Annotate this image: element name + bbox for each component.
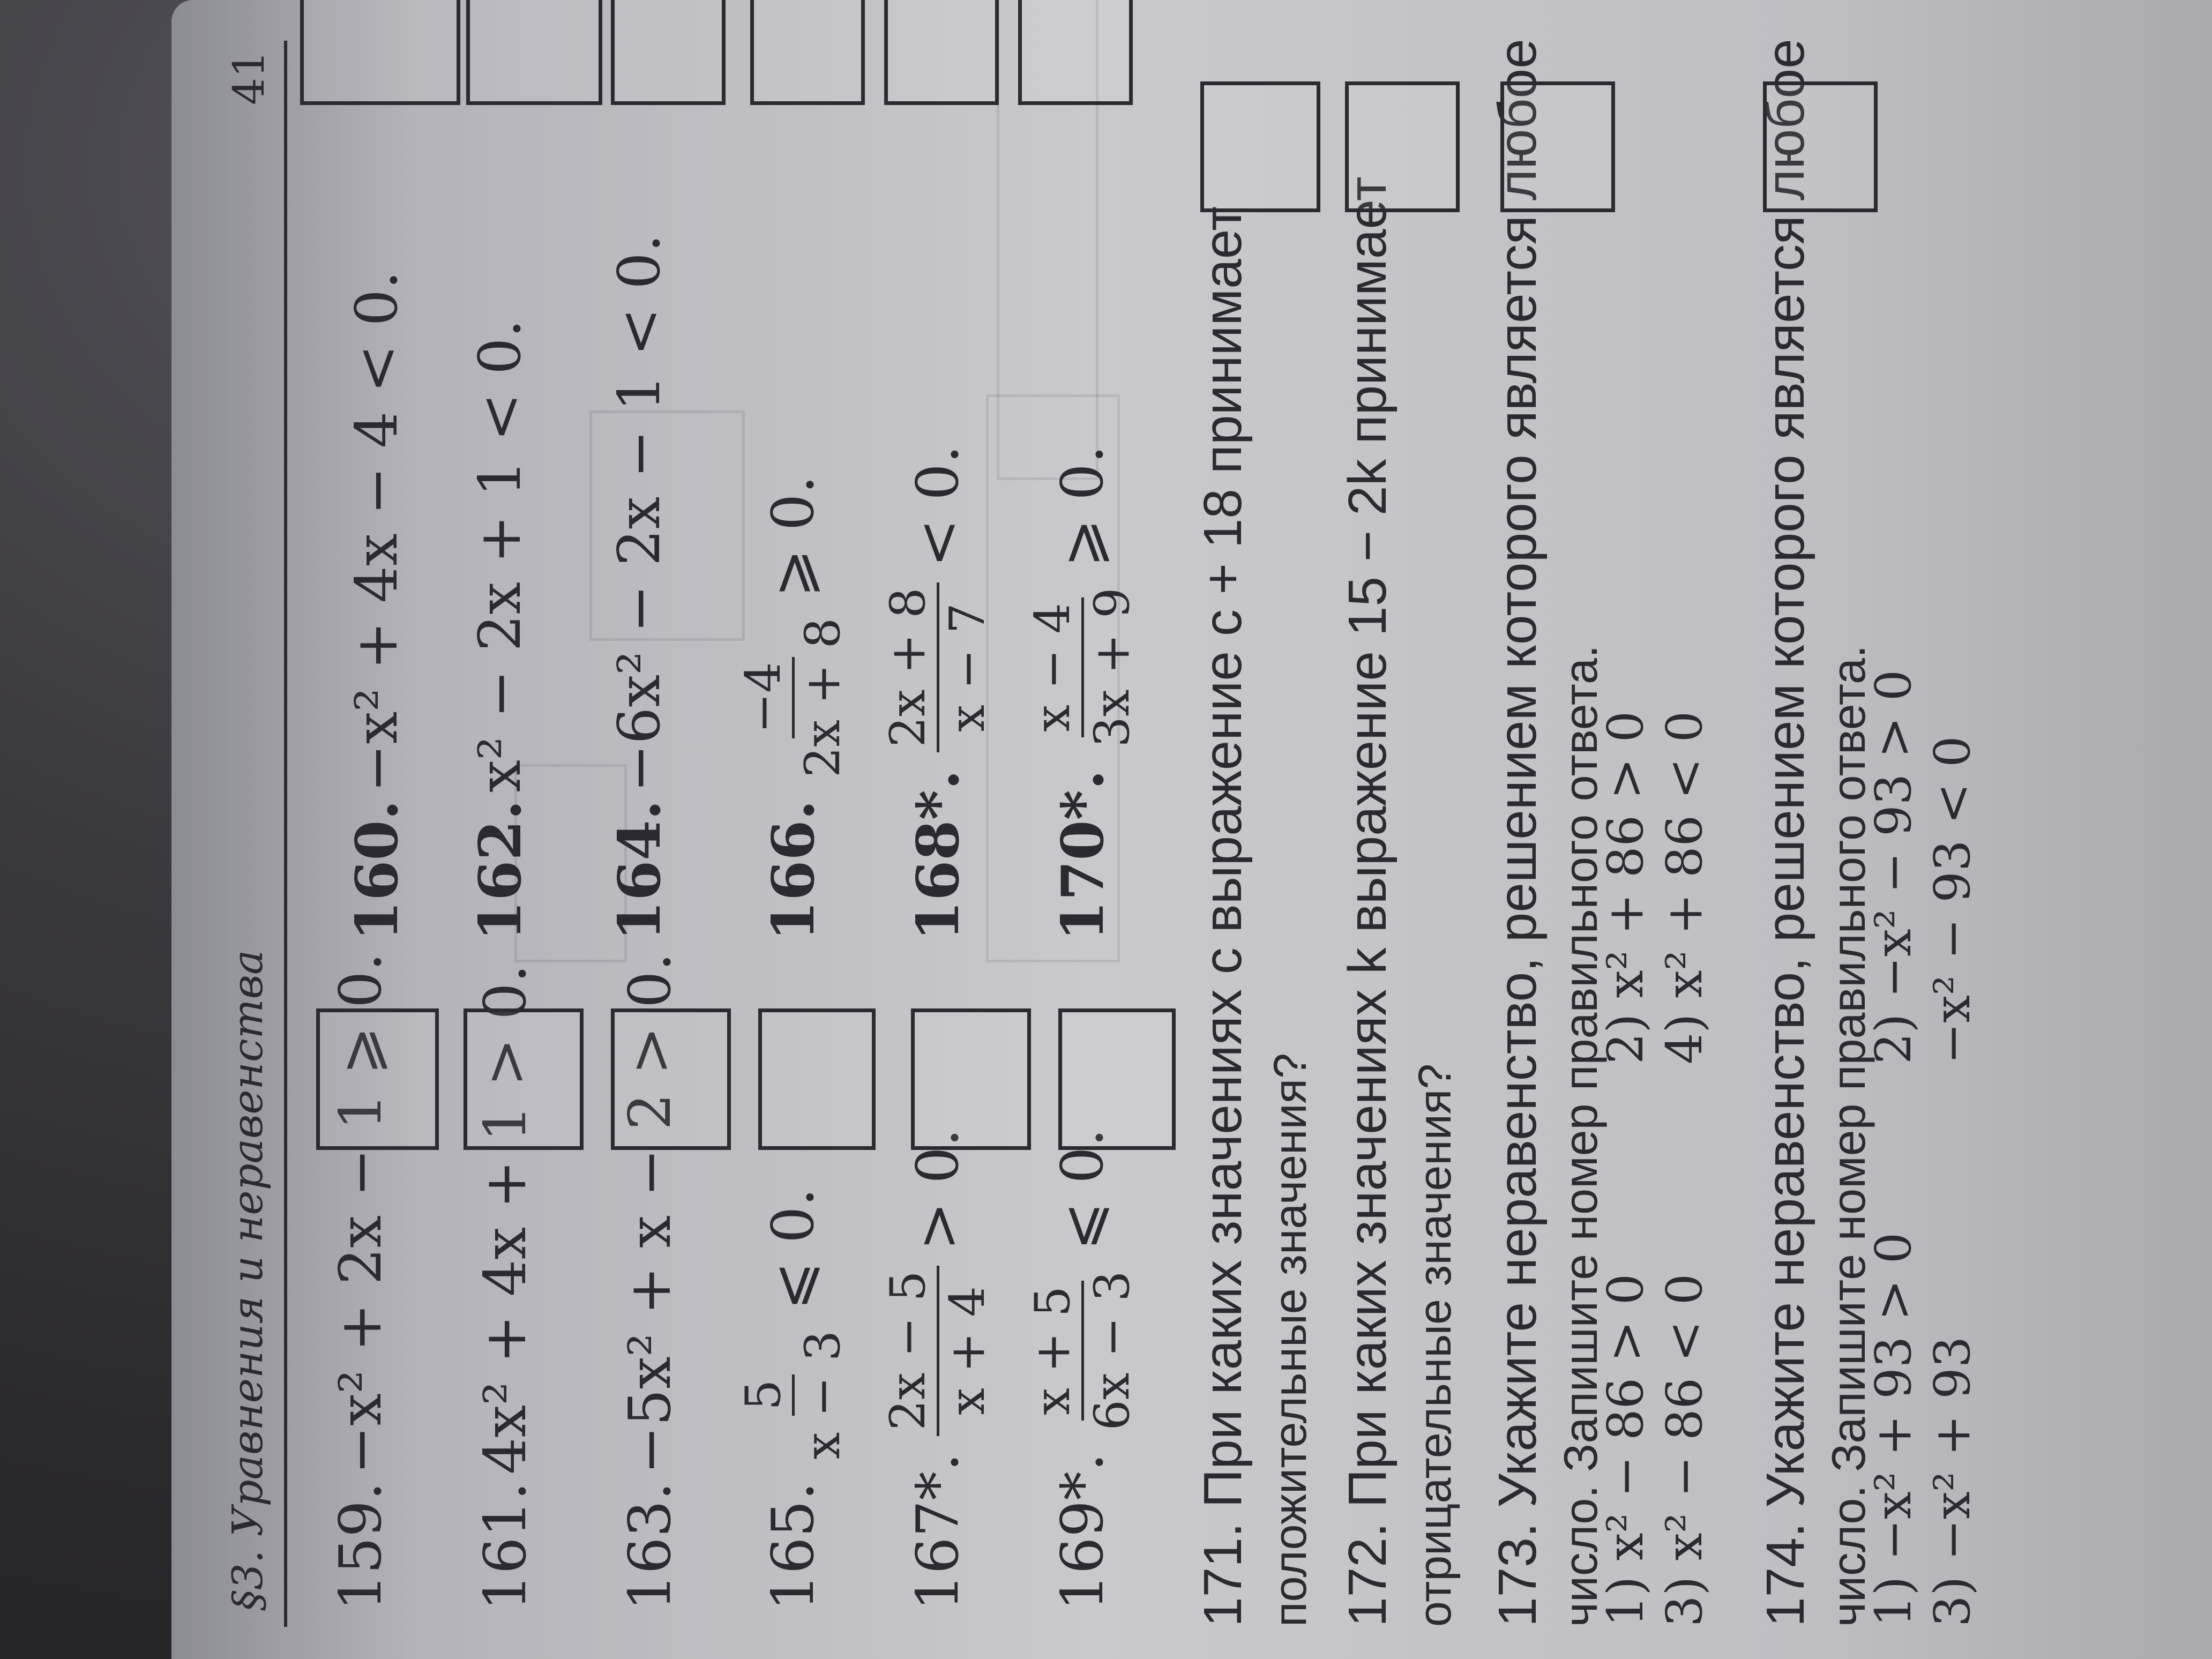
fraction-denominator: x − 7 [939, 603, 996, 732]
task-line: 174. Укажите неравенство, решением которого является любое [1755, 39, 1815, 1627]
problem-169 [1025, 1128, 1140, 1611]
answer-box-168[interactable] [884, 0, 999, 105]
fraction-numerator: 2x + 8 [884, 582, 939, 753]
answer-box-174[interactable] [1763, 81, 1878, 212]
fraction [880, 582, 996, 753]
task-line: отрицательные значения? [1409, 1063, 1461, 1627]
relation: ⩽ 0. [1049, 1128, 1116, 1251]
header-rule [284, 41, 287, 1627]
problem-expression: −x² + 2x − 1 ⩾ 0. [327, 953, 394, 1475]
problem-number: 163. [617, 1482, 684, 1611]
problem-166 [735, 475, 851, 941]
section-title: §3. Уравнения и неравенства [224, 950, 272, 1611]
fraction-denominator: x + 4 [939, 1286, 996, 1415]
option-3[interactable]: 3) −x² + 93 [1924, 1336, 1981, 1627]
fraction-denominator: 2x + 8 [795, 618, 851, 778]
fraction-numerator: 5 [739, 1374, 795, 1416]
page-content [171, 0, 2212, 1659]
problem-number: 162. [467, 799, 534, 941]
problem-165 [735, 1188, 851, 1611]
fraction [1025, 582, 1140, 753]
task-line: 172. При каких значениях k выражение 15 − 2k принимает [1337, 176, 1398, 1627]
answer-box-162[interactable] [466, 0, 602, 105]
option-4[interactable]: 4) x² + 86 < 0 [1656, 711, 1713, 1064]
answer-box-164[interactable] [611, 0, 726, 105]
problem-expression: −x² + 4x − 4 < 0. [343, 271, 410, 793]
fraction [880, 1266, 996, 1436]
problem-number: 159. [327, 1482, 394, 1611]
answer-box-167[interactable] [911, 1008, 1031, 1150]
task-171 [1190, 206, 1320, 1627]
task-line: положительные значения? [1265, 1053, 1316, 1627]
answer-box-160[interactable] [300, 0, 460, 105]
option-3[interactable]: 3) x² − 86 < 0 [1656, 1273, 1713, 1627]
option-1[interactable]: 1) x² − 86 > 0 [1597, 1273, 1654, 1627]
task-line: число. Запишите номер правильного ответа. [1554, 645, 1607, 1627]
problem-number: 161. [472, 1482, 539, 1611]
task-173 [1484, 39, 1610, 1627]
fraction-numerator: x − 4 [1029, 597, 1084, 737]
problem-expression: x² − 2x + 1 < 0. [467, 319, 534, 793]
answer-box-171[interactable] [1200, 81, 1320, 212]
answer-box-161[interactable] [464, 1008, 584, 1150]
option-2[interactable]: 2) −x² − 93 > 0 [1865, 669, 1922, 1064]
problem-number: 160. [343, 799, 411, 941]
fraction-numerator: x + 5 [1029, 1281, 1084, 1421]
relation: > 0. [904, 1128, 972, 1251]
problem-167 [880, 1128, 996, 1611]
problem-expression: −6x² − 2x − 1 < 0. [606, 234, 673, 793]
problem-164 [606, 234, 674, 941]
task-172 [1334, 177, 1464, 1627]
problem-number: 168*. [904, 769, 972, 941]
option-2[interactable]: 2) x² + 86 > 0 [1597, 711, 1654, 1064]
relation: ⩾ 0. [759, 475, 827, 598]
problem-170 [1025, 445, 1140, 941]
rotated-page [171, 0, 2212, 1659]
problem-expression: −5x² + x − 2 > 0. [617, 953, 684, 1475]
relation: ⩾ 0. [1049, 445, 1116, 567]
answer-box-170[interactable] [1018, 0, 1133, 105]
problem-168 [880, 445, 996, 941]
problem-number: 164. [606, 799, 674, 941]
answer-box-173[interactable] [1500, 81, 1615, 212]
problem-162 [467, 319, 534, 941]
problem-160 [343, 271, 411, 941]
answer-box-172[interactable] [1345, 81, 1460, 212]
relation: < 0. [904, 445, 972, 567]
task-line: 171. При каких значениях c выражение c + 18 принимает [1193, 206, 1253, 1627]
task-174 [1752, 39, 1878, 1627]
fraction [1025, 1266, 1140, 1436]
relation: ⩽ 0. [759, 1188, 827, 1310]
task-line: число. Запишите номер правильного ответа. [1822, 645, 1875, 1627]
problem-number: 167*. [904, 1453, 972, 1611]
answer-box-166[interactable] [750, 0, 865, 105]
task-line: 173. Укажите неравенство, решением которого является любое [1488, 39, 1548, 1627]
answer-box-163[interactable] [611, 1008, 731, 1150]
fraction-denominator: 6x − 3 [1084, 1271, 1140, 1431]
fraction [735, 612, 851, 783]
fraction-numerator: 2x − 5 [884, 1266, 939, 1436]
book-page [171, 0, 2212, 1659]
fraction-denominator: x − 3 [795, 1330, 851, 1460]
fraction-numerator: −4 [739, 657, 795, 739]
fraction [735, 1325, 851, 1465]
problem-number: 166. [759, 799, 827, 941]
problem-number: 169*. [1049, 1453, 1116, 1611]
fraction-denominator: 3x + 9 [1084, 587, 1140, 748]
problem-expression: 4x² + 4x + 1 > 0. [472, 964, 539, 1475]
option-1[interactable]: 1) −x² + 93 > 0 [1865, 1232, 1922, 1627]
page-number: 41 [224, 50, 274, 105]
problem-number: 170*. [1049, 769, 1117, 941]
answer-box-165[interactable] [758, 1008, 876, 1150]
problem-number: 165. [759, 1482, 827, 1611]
option-4[interactable]: −x² − 93 < 0 [1924, 736, 1981, 1064]
answer-box-159[interactable] [316, 1008, 439, 1150]
answer-box-169[interactable] [1058, 1008, 1176, 1150]
